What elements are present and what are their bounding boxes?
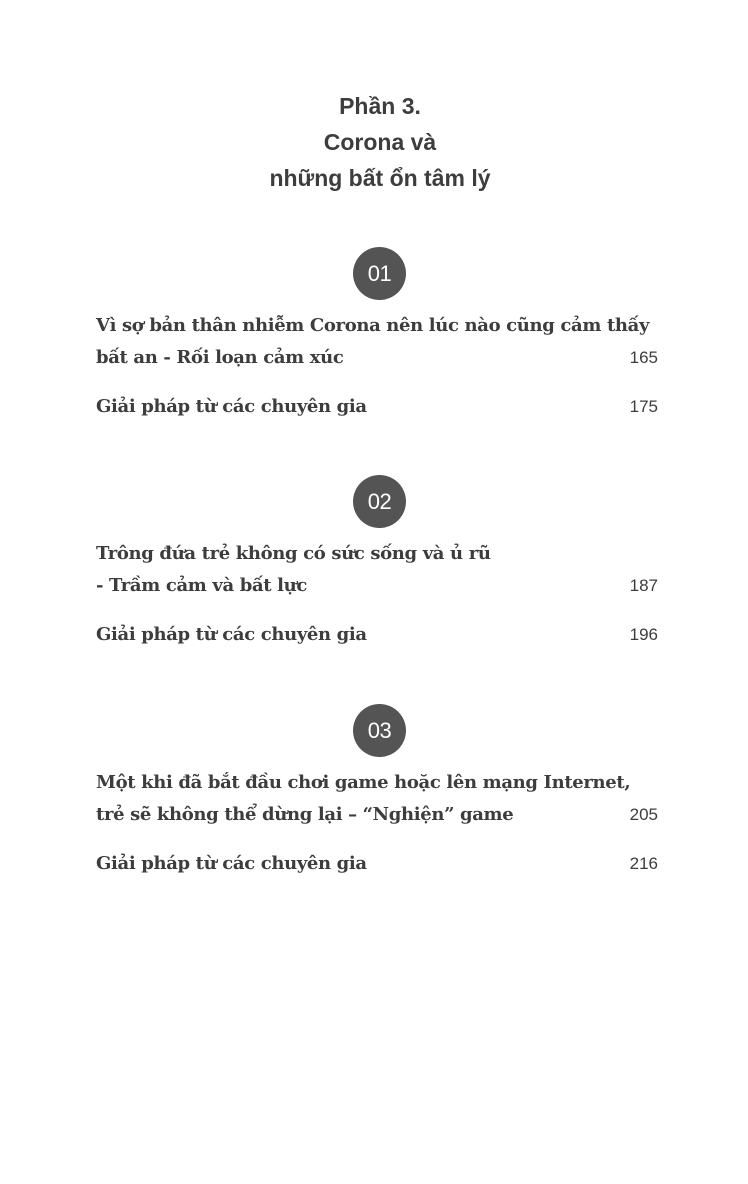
toc-entry-title-line: bất an - Rối loạn cảm xúc (96, 347, 344, 368)
section-number-badge: 02 (353, 475, 406, 528)
toc-entry[interactable] (96, 619, 660, 651)
toc-entry-title-line: Một khi đã bắt đầu chơi game hoặc lên mạng Internet, (96, 772, 631, 793)
toc-entry-title-line: Giải pháp từ các chuyên gia (96, 396, 367, 417)
section-number-badge: 03 (353, 704, 406, 757)
toc-entry-title-line: - Trầm cảm và bất lực (96, 575, 307, 596)
toc-entry-title (96, 848, 626, 880)
part-title-line-3: những bất ổn tâm lý (269, 165, 491, 191)
section-number-badge: 01 (353, 247, 406, 300)
toc-entry-page-number: 187 (629, 576, 658, 595)
toc-entry-page-number: 175 (629, 397, 658, 416)
toc-entry-title (96, 619, 626, 651)
toc-entry-title-line: Giải pháp từ các chuyên gia (96, 624, 367, 645)
part-title-line-2: Corona và (323, 129, 437, 155)
toc-entry-title-line: trẻ sẽ không thể dừng lại – “Nghiện” game (96, 804, 514, 825)
toc-entry[interactable] (96, 310, 660, 374)
toc-entry-page-number: 205 (629, 805, 658, 824)
toc-entry[interactable] (96, 848, 660, 880)
toc-entry[interactable] (96, 391, 660, 423)
toc-entry-title-line: Trông đứa trẻ không có sức sống và ủ rũ (96, 543, 491, 564)
toc-entry-title (96, 538, 626, 602)
toc-entry-title (96, 391, 626, 423)
toc-entry[interactable] (96, 767, 660, 831)
toc-entry[interactable] (96, 538, 660, 602)
toc-entry-page-number: 216 (629, 854, 658, 873)
toc-entry-title-line: Giải pháp từ các chuyên gia (96, 853, 367, 874)
part-title (0, 88, 748, 196)
toc-entry-title-line: Vì sợ bản thân nhiễm Corona nên lúc nào cũng cảm thấy (96, 315, 650, 336)
toc-entry-page-number: 196 (629, 625, 658, 644)
part-title-line-1: Phần 3. (339, 93, 421, 119)
toc-entry-page-number: 165 (629, 348, 658, 367)
toc-entry-title (96, 767, 631, 831)
